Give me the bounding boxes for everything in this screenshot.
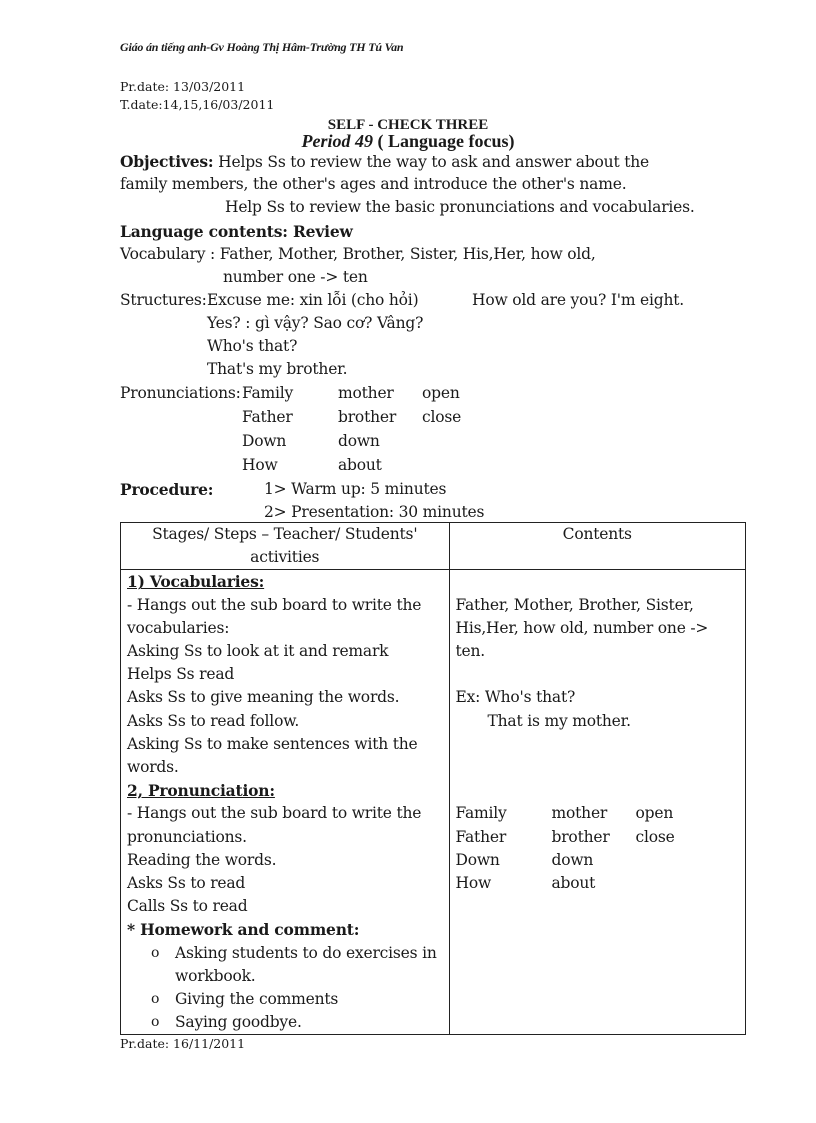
procedure-label: Procedure:	[120, 480, 214, 499]
vocab-step: Asking Ss to make sentences with the words.	[127, 734, 418, 777]
vocab-step: Asks Ss to read follow.	[127, 711, 300, 730]
objectives-line-2: family members, the other's ages and introduce the other's name.	[120, 175, 627, 193]
homework-title: * Homework and comment:	[127, 920, 360, 940]
stages-cell	[121, 570, 450, 1035]
header-contents: Contents	[449, 523, 746, 570]
period-focus: ( Language focus)	[372, 131, 515, 151]
period-label: Period 49	[301, 131, 373, 151]
structure-1b: How old are you? I'm eight.	[472, 291, 685, 309]
pron-step: - Hangs out the sub board to write the pronunciations.	[127, 804, 422, 846]
pron-row	[242, 456, 422, 474]
teaching-date: T.date:14,15,16/03/2011	[120, 97, 275, 112]
objectives-line-3: Help Ss to review the basic pronunciations and vocabularies.	[225, 198, 695, 216]
procedure-step-1: 1> Warm up: 5 minutes	[264, 480, 447, 498]
table-header-row	[121, 523, 746, 570]
homework-item: o Asking students to do exercises in workbook.	[175, 942, 443, 988]
pron-step: Calls Ss to read	[127, 897, 248, 916]
objectives-line-1	[120, 152, 649, 171]
content-pron-row	[456, 802, 740, 825]
structure-2: Yes? : gì vậy? Sao cơ? Vâng?	[207, 314, 424, 332]
content-vocabulary: Father, Mother, Brother, Sister, His,Her, how old, number one -> ten.	[455, 595, 709, 660]
structure-4: That's my brother.	[207, 360, 348, 378]
header-stages: Stages/ Steps – Teacher/ Students' activities	[121, 523, 450, 570]
content-pron-word: Father	[455, 827, 507, 846]
pron-word: brother	[338, 408, 397, 426]
content-pron-word: mother	[551, 804, 608, 823]
pron-word: down	[338, 432, 380, 450]
content-pron-row	[456, 849, 740, 872]
content-pron-word: down	[551, 850, 594, 869]
pronunciations-label: Pronunciations:	[120, 384, 241, 402]
pron-word: Father	[242, 408, 293, 426]
vocab-step: - Hangs out the sub board to write the vocabularies:	[127, 595, 422, 637]
objectives-text-1: Helps Ss to review the way to ask and answer about the	[213, 153, 650, 171]
pron-word: close	[422, 408, 462, 426]
structure-3: Who's that?	[207, 337, 298, 355]
pron-row	[242, 384, 460, 402]
vocab-step: Asking Ss to look at it and remark	[127, 642, 389, 661]
lesson-table	[120, 522, 746, 1035]
period-title	[0, 131, 816, 152]
pron-word: How	[242, 456, 278, 474]
section-vocabularies-title: 1) Vocabularies:	[127, 572, 265, 592]
pron-word: about	[338, 456, 382, 474]
contents-cell	[449, 570, 746, 1035]
preparation-date: Pr.date: 13/03/2011	[120, 79, 246, 94]
pron-row	[242, 432, 422, 450]
vocab-step: Asks Ss to give meaning the words.	[127, 688, 400, 707]
vocab-step: Helps Ss read	[127, 665, 235, 684]
pron-step: Reading the words.	[127, 850, 277, 869]
pron-step: Asks Ss to read	[127, 874, 246, 893]
pron-word: Down	[242, 432, 287, 450]
content-pron-word: close	[635, 827, 675, 846]
footer-date: Pr.date: 16/11/2011	[120, 1036, 246, 1051]
homework-item: o Giving the comments	[175, 988, 443, 1011]
lesson-title: SELF - CHECK THREE	[327, 117, 489, 133]
content-pron-word: How	[455, 874, 492, 892]
objectives-label: Objectives:	[120, 152, 214, 171]
procedure-step-2: 2> Presentation: 30 minutes	[264, 503, 485, 521]
section-pronunciation-title: 2, Pronunciation:	[127, 781, 275, 801]
content-pron-word: about	[551, 874, 596, 892]
page-header: Giáo án tiếng anh-Gv Hoàng Thị Hâm-Trường TH Tú Van	[120, 40, 404, 54]
vocabulary-line-1: Vocabulary : Father, Mother, Brother, Sister, His,Her, how old,	[120, 245, 596, 263]
homework-list	[127, 942, 443, 1035]
pron-word: open	[422, 384, 460, 402]
content-example-question: Ex: Who's that?	[455, 688, 576, 707]
pron-word: mother	[338, 384, 394, 402]
content-pron-word: brother	[551, 827, 610, 846]
language-contents-heading: Language contents: Review	[120, 222, 353, 241]
homework-item: o Saying goodbye.	[175, 1011, 443, 1034]
structure-1: Excuse me: xin lỗi (cho hỏi)	[207, 291, 419, 309]
content-pron-row	[456, 872, 740, 895]
content-example-answer: That is my mother.	[487, 711, 631, 730]
pron-word: Family	[242, 384, 294, 402]
structures-label: Structures:	[120, 291, 207, 309]
table-body-row	[121, 570, 746, 1035]
content-pron-word: Family	[455, 804, 507, 823]
content-pron-word: Down	[455, 850, 500, 869]
vocabulary-line-2: number one -> ten	[223, 268, 368, 286]
pron-row	[242, 408, 461, 426]
content-pron-word: open	[635, 804, 674, 823]
content-pron-row	[456, 826, 740, 849]
